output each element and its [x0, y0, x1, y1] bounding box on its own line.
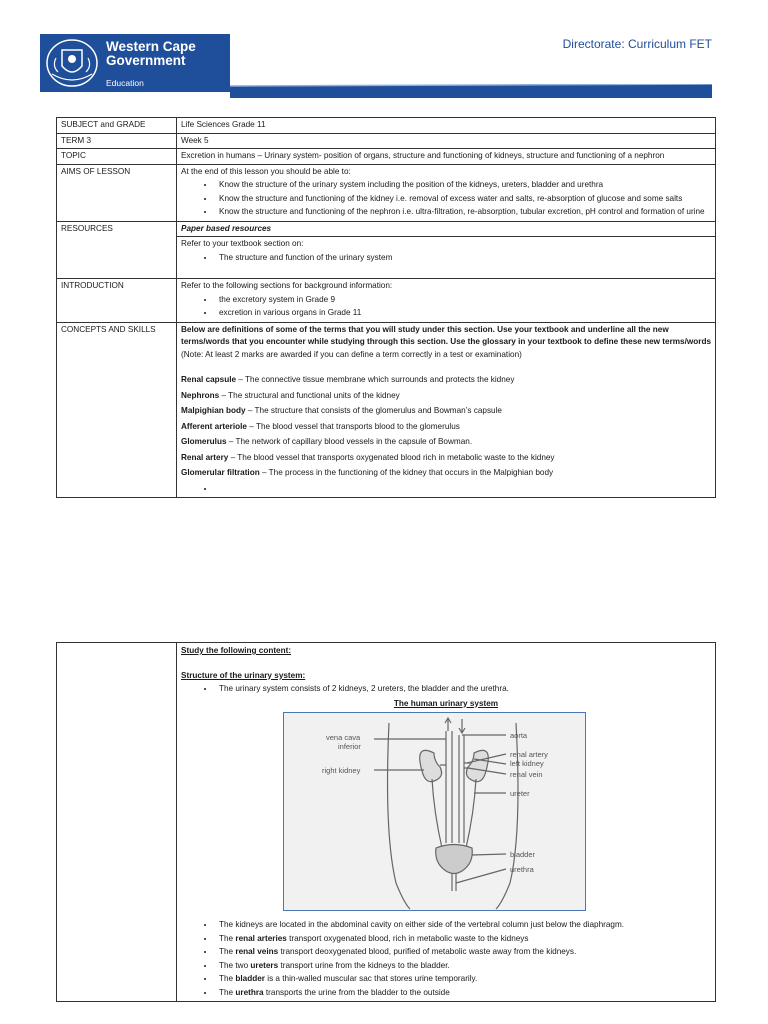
- resources-heading-cell: [177, 221, 716, 237]
- table-row: [57, 322, 716, 498]
- list-item: • The bladder is a thin-walled muscular sac that stores urine temporarily.: [215, 973, 711, 986]
- resources-label: RESOURCES: [57, 221, 177, 279]
- urinary-system-diagram: [283, 712, 586, 911]
- label-urethra: urethra: [510, 865, 534, 874]
- resources-intro: Refer to your textbook section on:: [181, 239, 304, 248]
- aims-cell: [177, 164, 716, 221]
- list-item: • Know the structure and functioning of the kidney i.e. removal of excess water and salts, re-absorption of glucose and some salts: [215, 193, 711, 206]
- definition-text: – The blood vessel that transports oxygenated blood rich in metabolic waste to the kidney: [228, 452, 555, 462]
- content-table: [56, 642, 716, 1002]
- definition-term: Afferent arteriole: [181, 421, 247, 431]
- subject-value: Life Sciences Grade 11: [177, 118, 716, 134]
- directorate-title: Directorate: Curriculum FET: [562, 37, 712, 51]
- header-stripe: [230, 84, 712, 98]
- list-item: • Know the structure and functioning of the nephron i.e. ultra-filtration, re-absorption, tubular excretion, pH control and formation of urine: [215, 206, 711, 219]
- org-name-line2: Government: [106, 53, 186, 68]
- table-row: [57, 279, 716, 323]
- empty-label-cell: [57, 643, 177, 1002]
- list-item: • The urethra transports the urine from the bladder to the outside: [215, 987, 711, 1000]
- list-item: • excretion in various organs in Grade 11: [215, 307, 711, 320]
- label-inferior: inferior: [338, 742, 361, 751]
- table-row: [57, 221, 716, 237]
- coat-of-arms-icon: [44, 38, 100, 88]
- definition-item: [181, 452, 711, 465]
- definition-term: Glomerulus: [181, 437, 227, 446]
- label-vena-cava: vena cava: [326, 733, 361, 742]
- definition-term: Glomerular filtration: [181, 468, 260, 477]
- term-label: TERM 3: [57, 133, 177, 149]
- resources-list: [181, 252, 711, 265]
- list-item: • The urinary system consists of 2 kidneys, 2 ureters, the bladder and the urethra.: [215, 683, 711, 696]
- label-aorta: aorta: [510, 731, 528, 740]
- introduction-text: Refer to the following sections for background information:: [181, 281, 393, 290]
- list-item: • The structure and function of the urinary system: [215, 252, 711, 265]
- table-row: [57, 118, 716, 134]
- subject-label: SUBJECT and GRADE: [57, 118, 177, 134]
- list-item: • The kidneys are located in the abdominal cavity on either side of the vertebral column just below the diaphragm.: [215, 919, 711, 932]
- label-renal-vein: renal vein: [510, 770, 543, 779]
- label-renal-artery: renal artery: [510, 750, 548, 759]
- definition-text: – The blood vessel that transports blood to the glomerulus: [246, 421, 460, 431]
- lesson-info-table: [56, 117, 716, 498]
- definition-term: Renal capsule: [181, 375, 237, 384]
- study-heading: Study the following content:: [181, 646, 292, 655]
- structure-heading: Structure of the urinary system:: [181, 670, 306, 680]
- definition-term: Nephrons: [181, 390, 220, 400]
- definition-item: [181, 390, 711, 403]
- table-row: [57, 149, 716, 165]
- term-value: Week 5: [177, 133, 716, 149]
- aims-intro: At the end of this lesson you should be able to:: [181, 166, 351, 176]
- definition-text: – The process in the functioning of the kidney that occurs in the Malpighian body: [259, 468, 554, 477]
- definition-item: [181, 374, 711, 387]
- topic-value: Excretion in humans – Urinary system- position of organs, structure and functioning of kidneys, structure and functioning of a nephron: [177, 149, 716, 165]
- concepts-label: CONCEPTS AND SKILLS: [57, 322, 177, 498]
- aims-label: AIMS OF LESSON: [57, 164, 177, 221]
- definition-item: [181, 467, 711, 480]
- label-ureter: ureter: [510, 789, 530, 798]
- empty-bullet-list: [181, 483, 711, 496]
- list-item: • Know the structure of the urinary system including the position of the kidneys, ureters, bladder and urethra: [215, 179, 711, 192]
- label-left-kidney: left kidney: [510, 759, 544, 768]
- introduction-cell: [177, 279, 716, 323]
- concepts-cell: [177, 322, 716, 498]
- org-department: Education: [106, 78, 144, 88]
- definition-text: – The structure that consists of the glomerulus and Bowman’s capsule: [245, 406, 502, 415]
- urinary-facts-list: [181, 919, 711, 999]
- list-item: • The two ureters transport urine from the kidneys to the bladder.: [215, 960, 711, 973]
- concepts-intro-note: (Note: At least 2 marks are awarded if you can define a term correctly in a test or examination): [181, 349, 522, 359]
- definition-text: – The structural and functional units of the kidney: [219, 390, 400, 400]
- aims-list: [181, 179, 711, 219]
- label-right-kidney: right kidney: [322, 766, 361, 775]
- table-row: [57, 133, 716, 149]
- table-row: [57, 164, 716, 221]
- introduction-list: [181, 294, 711, 320]
- definition-item: [181, 421, 711, 434]
- list-item: [215, 483, 711, 496]
- content-cell: [177, 643, 716, 1002]
- definition-term: Renal artery: [181, 452, 229, 462]
- definition-item: [181, 436, 711, 449]
- page-header: [0, 0, 768, 105]
- definition-term: Malpighian body: [181, 406, 246, 415]
- list-item: • The renal veins transport deoxygenated blood, purified of metabolic waste away from the kidneys.: [215, 946, 711, 959]
- table-row: [57, 643, 716, 1002]
- structure-list: [181, 683, 711, 696]
- definition-item: [181, 405, 711, 418]
- list-item: • the excretory system in Grade 9: [215, 294, 711, 307]
- resources-cell: [177, 237, 716, 279]
- topic-label: TOPIC: [57, 149, 177, 165]
- definition-text: – The connective tissue membrane which surrounds and protects the kidney: [236, 375, 515, 384]
- resources-heading: Paper based resources: [181, 223, 272, 233]
- label-bladder: bladder: [510, 850, 536, 859]
- org-name-line1: Western Cape: [106, 39, 196, 54]
- concepts-intro-bold: Below are definitions of some of the terms that you will study under this section. Use your textbook and underline all the new terms/words that you encounter while studying through this section. Use the glossary in your textbook to define these new terms/words: [181, 324, 711, 346]
- list-item: • The renal arteries transport oxygenated blood, rich in metabolic waste to the kidneys: [215, 933, 711, 946]
- definition-text: – The network of capillary blood vessels in the capsule of Bowman.: [226, 437, 473, 446]
- introduction-label: INTRODUCTION: [57, 279, 177, 323]
- concepts-intro: [181, 324, 711, 362]
- figure-title: The human urinary system: [393, 698, 499, 708]
